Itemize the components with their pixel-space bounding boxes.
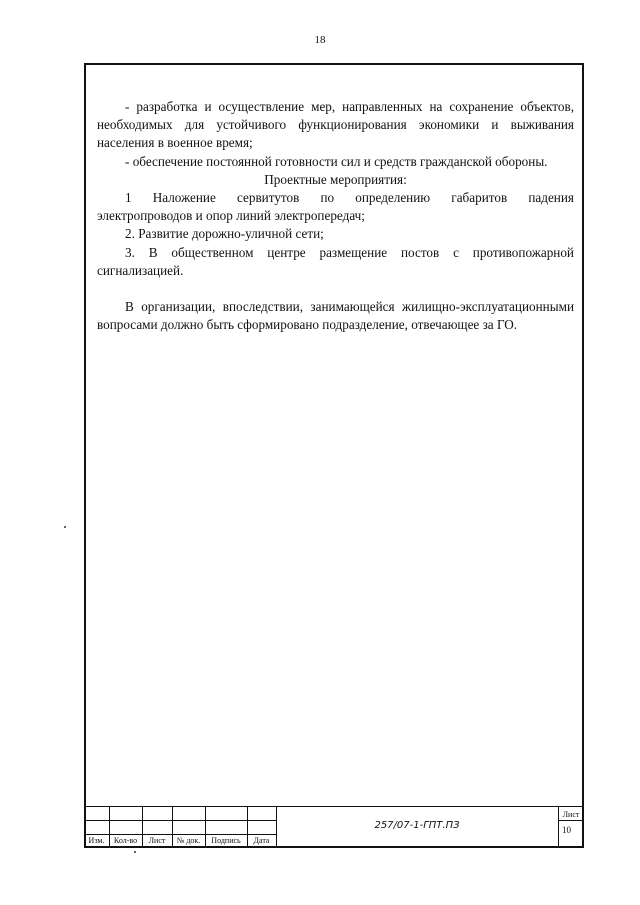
list-item-1-word: Наложение bbox=[152, 190, 216, 206]
title-block-top-border bbox=[84, 806, 584, 807]
list-item-1-word: по bbox=[320, 190, 335, 206]
header-izm: Изм. bbox=[88, 836, 105, 845]
document-code: 257/07-1-ГПТ.ПЗ bbox=[374, 820, 460, 831]
document-body bbox=[97, 98, 574, 334]
header-kol-vo: Кол-во bbox=[113, 836, 138, 845]
header-signature: Подпись bbox=[211, 836, 241, 845]
list-item-1-word: габаритов bbox=[451, 190, 508, 206]
section-heading: Проектные мероприятия: bbox=[264, 171, 407, 187]
list-item-3: 3. В общественном центре размещение постов с противопожарной сигнализацией. bbox=[97, 244, 574, 278]
header-date: Дата bbox=[253, 836, 270, 845]
scan-speck bbox=[134, 851, 136, 853]
list-item-1-word: падения bbox=[528, 190, 574, 206]
list-item-1-continuation: электропроводов и опор линий электропередач; bbox=[97, 208, 365, 224]
header-doc-number: № док. bbox=[176, 836, 201, 845]
scan-speck bbox=[64, 526, 66, 528]
paragraph-measures: - разработка и осуществление мер, направленных на сохранение объектов, необходимых для устойчивого функционирования экономики и выживания населения в военное время; bbox=[97, 99, 574, 151]
title-block bbox=[84, 806, 584, 848]
paragraph-organization: В организации, впоследствии, занимающейся жилищно-эксплуатационными вопросами должно быть сформировано подразделение, отвечающее за ГО. bbox=[97, 299, 574, 333]
page-number: 18 bbox=[314, 34, 326, 46]
header-list: Лист bbox=[148, 836, 166, 845]
list-item-2: 2. Развитие дорожно-уличной сети; bbox=[125, 226, 324, 242]
list-item-1-word: сервитутов bbox=[236, 190, 300, 206]
paragraph-readiness: - обеспечение постоянной готовности сил и средств гражданской обороны. bbox=[125, 153, 548, 169]
list-item-1-word: определению bbox=[355, 190, 431, 206]
sheet-cell-line bbox=[558, 820, 584, 821]
list-item-1-line bbox=[97, 189, 574, 207]
sheet-label: Лист bbox=[562, 810, 580, 819]
sheet-number: 10 bbox=[562, 825, 571, 835]
list-item-1-number: 1 bbox=[125, 190, 132, 206]
